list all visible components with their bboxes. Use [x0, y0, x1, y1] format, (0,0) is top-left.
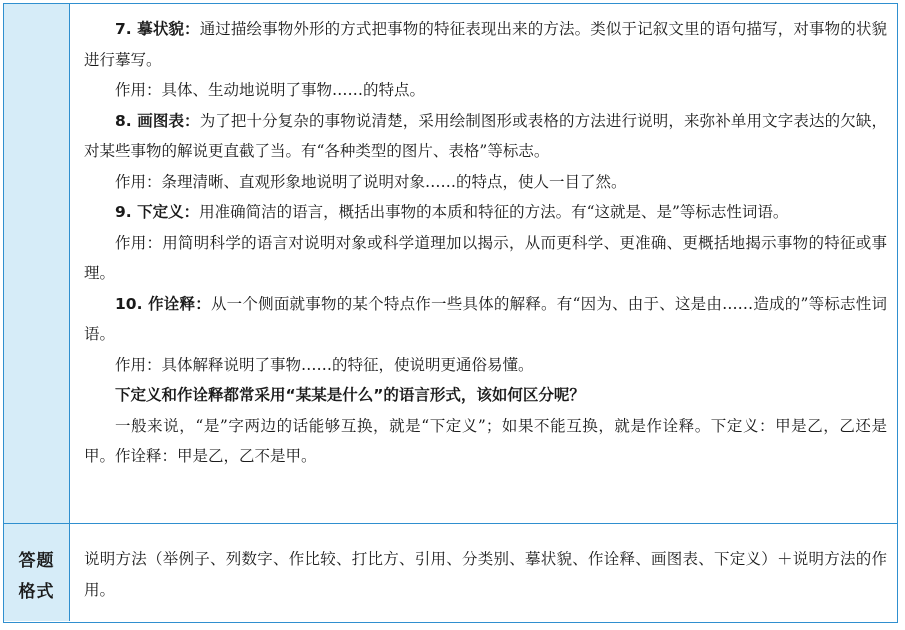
- label-cell: [4, 524, 70, 621]
- format-label-line1: 答题: [18, 551, 55, 571]
- method-effect: 作用：用简明科学的语言对说明对象或科学道理加以揭示，从而更科学、更准确、更概括地揭示事物的特征或事理。: [84, 233, 887, 282]
- method-effect: 作用：具体解释说明了事物……的特征，使说明更通俗易懂。: [115, 355, 534, 374]
- method-desc: 从一个侧面就事物的某个特点作一些具体的解释。有“因为、由于、这是由……造成的”等标志性词语。: [84, 294, 887, 343]
- format-text: 说明方法（举例子、列数字、作比较、打比方、引用、分类别、摹状貌、作诠释、画图表、下定义）＋说明方法的作用。: [84, 550, 887, 599]
- method-item: [84, 197, 887, 228]
- method-effect: 作用：条理清晰、直观形象地说明了说明对象……的特点，使人一目了然。: [115, 172, 627, 191]
- label-cell-empty: [4, 4, 70, 523]
- format-label: [4, 546, 69, 608]
- answer-paragraph: 一般来说，“是”字两边的话能够互换，就是“下定义”；如果不能互换，就是作诠释。下定义：甲是乙，乙还是甲。作诠释：甲是乙，乙不是甲。: [84, 416, 887, 465]
- method-desc: 用准确简洁的语言，概括出事物的本质和特征的方法。有“这就是、是”等标志性词语。: [199, 203, 789, 221]
- content-table: [3, 3, 898, 623]
- format-label-line2: 格式: [18, 582, 55, 602]
- method-item: [84, 289, 887, 350]
- method-item: [84, 106, 887, 167]
- method-desc: 为了把十分复杂的事物说清楚，采用绘制图形或表格的方法进行说明，来弥补单用文字表达的欠缺，对某些事物的解说更直截了当。有“各种类型的图片、表格”等标志。: [84, 111, 887, 160]
- methods-content: [84, 14, 887, 472]
- method-item: [84, 14, 887, 75]
- method-term: 9. 下定义：: [115, 203, 200, 221]
- method-term: 10. 作诠释：: [115, 294, 211, 313]
- question-line: 下定义和作诠释都常采用“某某是什么”的语言形式，该如何区分呢？: [115, 386, 585, 404]
- format-row: [4, 523, 897, 621]
- method-effect: 作用：具体、生动地说明了事物……的特点。: [115, 81, 426, 99]
- methods-row: [4, 4, 897, 523]
- method-desc: 通过描绘事物外形的方式把事物的特征表现出来的方法。类似于记叙文里的语句描写，对事物的状貌进行摹写。: [84, 20, 887, 69]
- method-term: 8. 画图表：: [115, 111, 200, 130]
- method-term: 7. 摹状貌：: [115, 20, 200, 38]
